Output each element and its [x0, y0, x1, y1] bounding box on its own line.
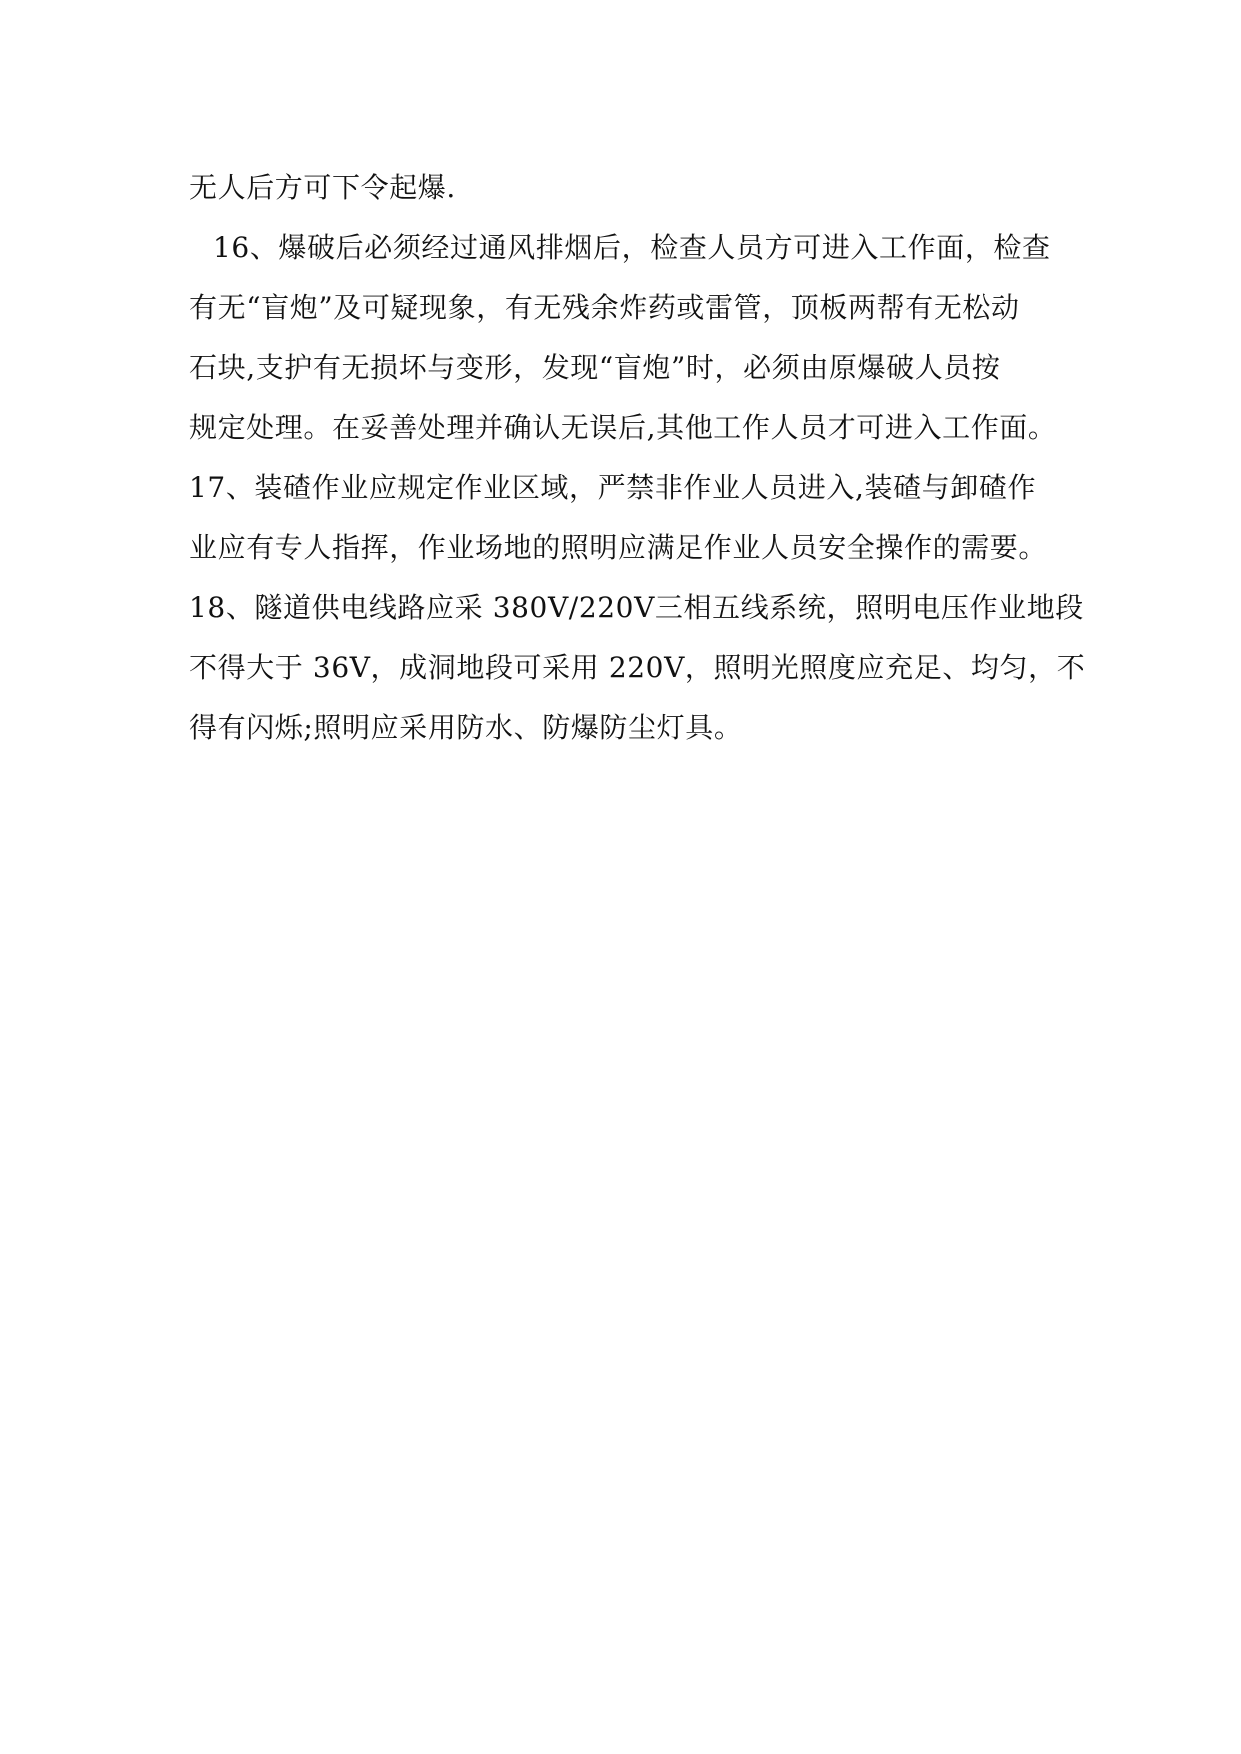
text-line-6: 17、装碴作业应规定作业区域，严禁非作业人员进入,装碴与卸碴作	[189, 471, 1037, 504]
text-line-5: 规定处理。在妥善处理并确认无误后,其他工作人员才可进入工作面。	[189, 411, 1057, 444]
text-line-10: 得有闪烁;照明应采用防水、防爆防尘灯具。	[189, 711, 743, 744]
text-line-1: 无人后方可下令起爆.	[189, 171, 456, 204]
text-line-4: 石块,支护有无损坏与变形，发现“盲炮”时，必须由原爆破人员按	[189, 351, 1001, 384]
text-line-9: 不得大于 36V，成洞地段可采用 220V，照明光照度应充足、均匀，不	[189, 651, 1086, 684]
text-line-7: 业应有专人指挥，作业场地的照明应满足作业人员安全操作的需要。	[189, 531, 1048, 564]
document-body	[189, 158, 1086, 758]
text-line-2: 16、爆破后必须经过通风排烟后，检查人员方可进入工作面，检查	[213, 231, 1051, 264]
text-line-3: 有无“盲炮”及可疑现象，有无残余炸药或雷管，顶板两帮有无松动	[189, 291, 1020, 324]
text-line-8: 18、隧道供电线路应采 380V/220V三相五线系统，照明电压作业地段	[189, 591, 1084, 624]
